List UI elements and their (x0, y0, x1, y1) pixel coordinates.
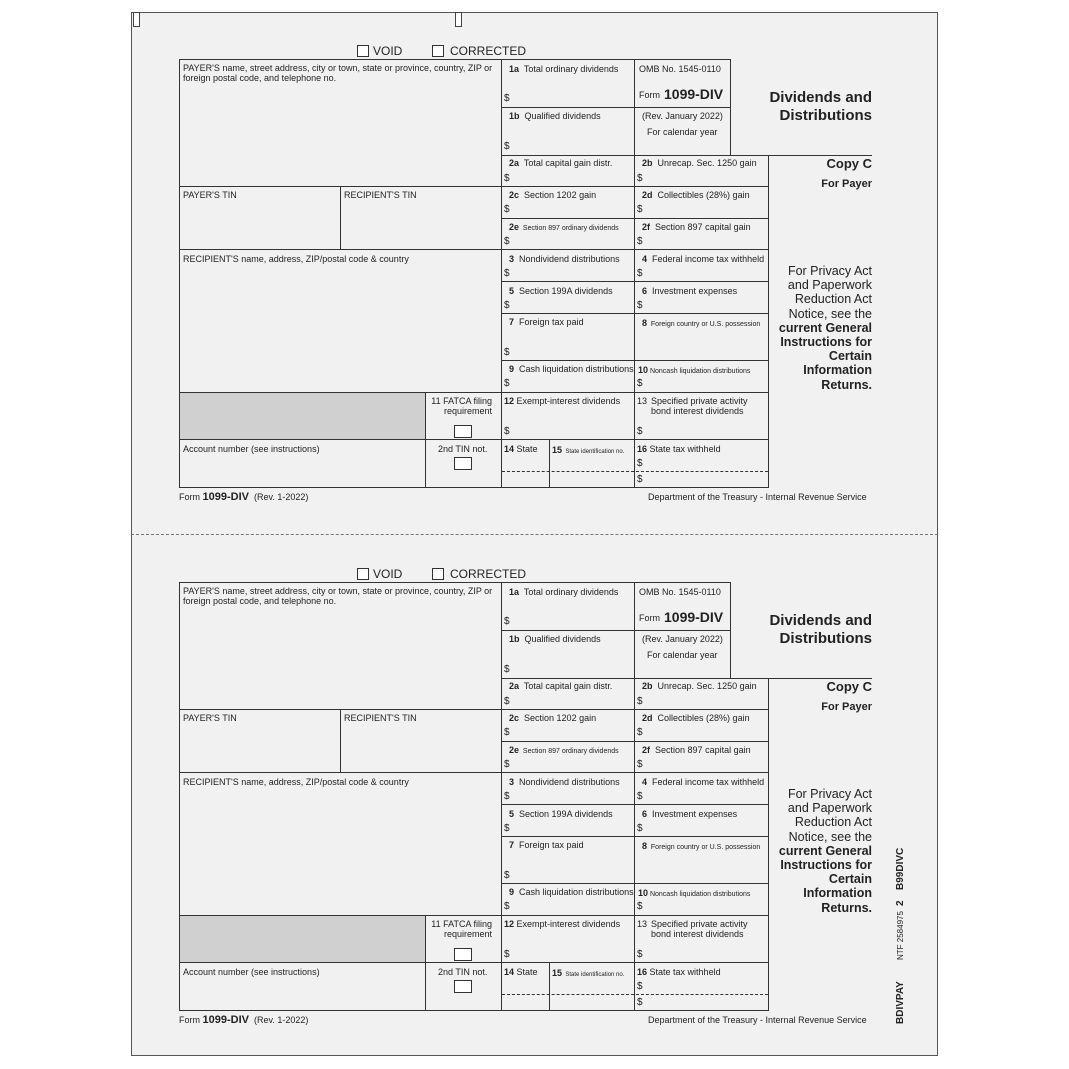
box9-label: 9 Cash liquidation distributions (509, 364, 634, 374)
box7-label: 7 Foreign tax paid (509, 840, 584, 850)
footer-department: Department of the Treasury - Internal Revenue Service (648, 492, 867, 502)
box1b-label: 1b Qualified dividends (509, 634, 601, 644)
form-title: Dividends and Distributions (769, 612, 872, 647)
corrected-label: CORRECTED (450, 567, 527, 581)
corner-mark-center (455, 12, 462, 27)
payer-tin-label: PAYER'S TIN (183, 190, 237, 200)
box2d-dollar: $ (637, 727, 643, 738)
omb-number: OMB No. 1545-0110 (639, 587, 721, 597)
box2e-label: 2e Section 897 ordinary dividends (509, 222, 619, 232)
box6-label: 6 Investment expenses (642, 809, 738, 819)
box1a-label: 1a Total ordinary dividends (509, 587, 619, 597)
form-word: Form (639, 90, 660, 100)
box2e-dollar: $ (504, 236, 510, 247)
box10-dollar: $ (637, 901, 643, 912)
omb-number: OMB No. 1545-0110 (639, 64, 721, 74)
second-tin-checkbox[interactable] (454, 457, 472, 470)
box7-dollar: $ (504, 870, 510, 881)
box11-label: 11 FATCA filing requirement (431, 919, 492, 939)
box1b-label: 1b Qualified dividends (509, 111, 601, 121)
payer-name-label: PAYER'S name, street address, city or town, state or province, country, ZIP or foreign postal code, and telephone no. (183, 586, 493, 606)
footer-form-id: Form 1099-DIV (Rev. 1-2022) (179, 491, 309, 503)
for-payer-label: For Payer (821, 178, 872, 190)
box15-label: 15 State identification no. (552, 445, 625, 455)
box6-dollar: $ (637, 823, 643, 834)
box6-label: 6 Investment expenses (642, 286, 738, 296)
box12-label: 12 Exempt-interest dividends (504, 919, 621, 929)
box2c-dollar: $ (504, 727, 510, 738)
box2b-dollar: $ (637, 696, 643, 707)
box1a-dollar: $ (504, 93, 510, 104)
box5-label: 5 Section 199A dividends (509, 286, 613, 296)
box2d-label: 2d Collectibles (28%) gain (642, 713, 750, 723)
box9-label: 9 Cash liquidation distributions (509, 887, 634, 897)
box9-dollar: $ (504, 901, 510, 912)
box2d-label: 2d Collectibles (28%) gain (642, 190, 750, 200)
box5-label: 5 Section 199A dividends (509, 809, 613, 819)
box2f-label: 2f Section 897 capital gain (642, 745, 751, 755)
box2f-dollar: $ (637, 236, 643, 247)
corner-mark-left (133, 12, 140, 27)
box1b-dollar: $ (504, 664, 510, 675)
box13-label: Specified private activity bond interest dividends (651, 396, 748, 416)
box13-dollar: $ (637, 949, 643, 960)
second-tin-label: 2nd TIN not. (438, 444, 488, 454)
second-tin-checkbox[interactable] (454, 980, 472, 993)
footer-form-id: Form 1099-DIV (Rev. 1-2022) (179, 1014, 309, 1026)
box14-label: 14 State (504, 967, 538, 977)
box14-label: 14 State (504, 444, 538, 454)
box16-dollar-2: $ (637, 474, 643, 485)
second-tin-label: 2nd TIN not. (438, 967, 488, 977)
box1b-dollar: $ (504, 141, 510, 152)
box2f-label: 2f Section 897 capital gain (642, 222, 751, 232)
payer-name-label: PAYER'S name, street address, city or town, state or province, country, ZIP or foreign postal code, and telephone no. (183, 63, 493, 83)
payer-tin-label: PAYER'S TIN (183, 713, 237, 723)
box4-label: 4 Federal income tax withheld (642, 777, 765, 787)
box8-label: 8 Foreign country or U.S. possession (642, 841, 761, 851)
form-revision: (Rev. January 2022) (642, 634, 723, 644)
form-revision: (Rev. January 2022) (642, 111, 723, 121)
box16-label: 16 State tax withheld (637, 967, 721, 977)
box10-label: 10 Noncash liquidation distributions (638, 365, 751, 375)
for-payer-label: For Payer (821, 701, 872, 713)
box2f-dollar: $ (637, 759, 643, 770)
box13-num: 13 (637, 396, 648, 406)
box16-label: 16 State tax withheld (637, 444, 721, 454)
box3-label: 3 Nondividend distributions (509, 777, 620, 787)
box2b-label: 2b Unrecap. Sec. 1250 gain (642, 681, 757, 691)
box2e-dollar: $ (504, 759, 510, 770)
box16-dollar-2: $ (637, 997, 643, 1008)
box16-dollar-1: $ (637, 458, 643, 469)
corrected-checkbox[interactable] (432, 45, 444, 57)
box2a-dollar: $ (504, 696, 510, 707)
box7-label: 7 Foreign tax paid (509, 317, 584, 327)
fatca-checkbox[interactable] (454, 948, 472, 961)
void-label: VOID (373, 44, 403, 58)
corrected-checkbox[interactable] (432, 568, 444, 580)
box4-dollar: $ (637, 268, 643, 279)
box2d-dollar: $ (637, 204, 643, 215)
calendar-year-label: For calendar year (647, 127, 718, 137)
box12-dollar: $ (504, 426, 510, 437)
box8-label: 8 Foreign country or U.S. possession (642, 318, 761, 328)
side-code-3: NTF 2584975 (896, 911, 905, 960)
box5-dollar: $ (504, 823, 510, 834)
box4-dollar: $ (637, 791, 643, 802)
fatca-checkbox[interactable] (454, 425, 472, 438)
recipient-tin-label: RECIPIENT'S TIN (344, 190, 417, 200)
void-checkbox[interactable] (357, 568, 369, 580)
box13-num: 13 (637, 919, 648, 929)
box2e-label: 2e Section 897 ordinary dividends (509, 745, 619, 755)
account-number-label: Account number (see instructions) (183, 444, 320, 454)
side-code-1: B99DIVC (895, 847, 906, 890)
box2b-label: 2b Unrecap. Sec. 1250 gain (642, 158, 757, 168)
recipient-name-label: RECIPIENT'S name, address, ZIP/postal code & country (183, 254, 409, 264)
footer-department: Department of the Treasury - Internal Revenue Service (648, 1015, 867, 1025)
privacy-notice: For Privacy Act and Paperwork Reduction Act Notice, see the current General Instructions for Certain Information Returns. (778, 264, 872, 392)
box3-dollar: $ (504, 791, 510, 802)
side-code-2: 2 (895, 900, 906, 906)
box9-dollar: $ (504, 378, 510, 389)
void-checkbox[interactable] (357, 45, 369, 57)
recipient-tin-label: RECIPIENT'S TIN (344, 713, 417, 723)
shaded-area (180, 916, 425, 962)
form-word: Form (639, 613, 660, 623)
box2a-dollar: $ (504, 173, 510, 184)
box7-dollar: $ (504, 347, 510, 358)
box1a-label: 1a Total ordinary dividends (509, 64, 619, 74)
perforation-line (131, 534, 938, 535)
shaded-area (180, 393, 425, 439)
box10-dollar: $ (637, 378, 643, 389)
calendar-year-label: For calendar year (647, 650, 718, 660)
copy-label: Copy C (826, 679, 872, 694)
box13-dollar: $ (637, 426, 643, 437)
box12-dollar: $ (504, 949, 510, 960)
corrected-label: CORRECTED (450, 44, 527, 58)
box16-dollar-1: $ (637, 981, 643, 992)
box2c-label: 2c Section 1202 gain (509, 713, 597, 723)
void-label: VOID (373, 567, 403, 581)
box3-label: 3 Nondividend distributions (509, 254, 620, 264)
account-number-label: Account number (see instructions) (183, 967, 320, 977)
box3-dollar: $ (504, 268, 510, 279)
box2a-label: 2a Total capital gain distr. (509, 681, 613, 691)
form-title: Dividends and Distributions (769, 89, 872, 124)
box2c-dollar: $ (504, 204, 510, 215)
copy-label: Copy C (826, 156, 872, 171)
box2c-label: 2c Section 1202 gain (509, 190, 597, 200)
form-name: 1099-DIV (664, 609, 724, 625)
box2b-dollar: $ (637, 173, 643, 184)
side-code-4: BDIVPAY (895, 981, 906, 1024)
privacy-notice: For Privacy Act and Paperwork Reduction Act Notice, see the current General Instructions for Certain Information Returns. (778, 787, 872, 915)
box15-label: 15 State identification no. (552, 968, 625, 978)
box13-label: Specified private activity bond interest dividends (651, 919, 748, 939)
recipient-name-label: RECIPIENT'S name, address, ZIP/postal code & country (183, 777, 409, 787)
box10-label: 10 Noncash liquidation distributions (638, 888, 751, 898)
box12-label: 12 Exempt-interest dividends (504, 396, 621, 406)
box6-dollar: $ (637, 300, 643, 311)
box2a-label: 2a Total capital gain distr. (509, 158, 613, 168)
form-name: 1099-DIV (664, 86, 724, 102)
box1a-dollar: $ (504, 616, 510, 627)
box4-label: 4 Federal income tax withheld (642, 254, 765, 264)
box5-dollar: $ (504, 300, 510, 311)
box11-label: 11 FATCA filing requirement (431, 396, 492, 416)
